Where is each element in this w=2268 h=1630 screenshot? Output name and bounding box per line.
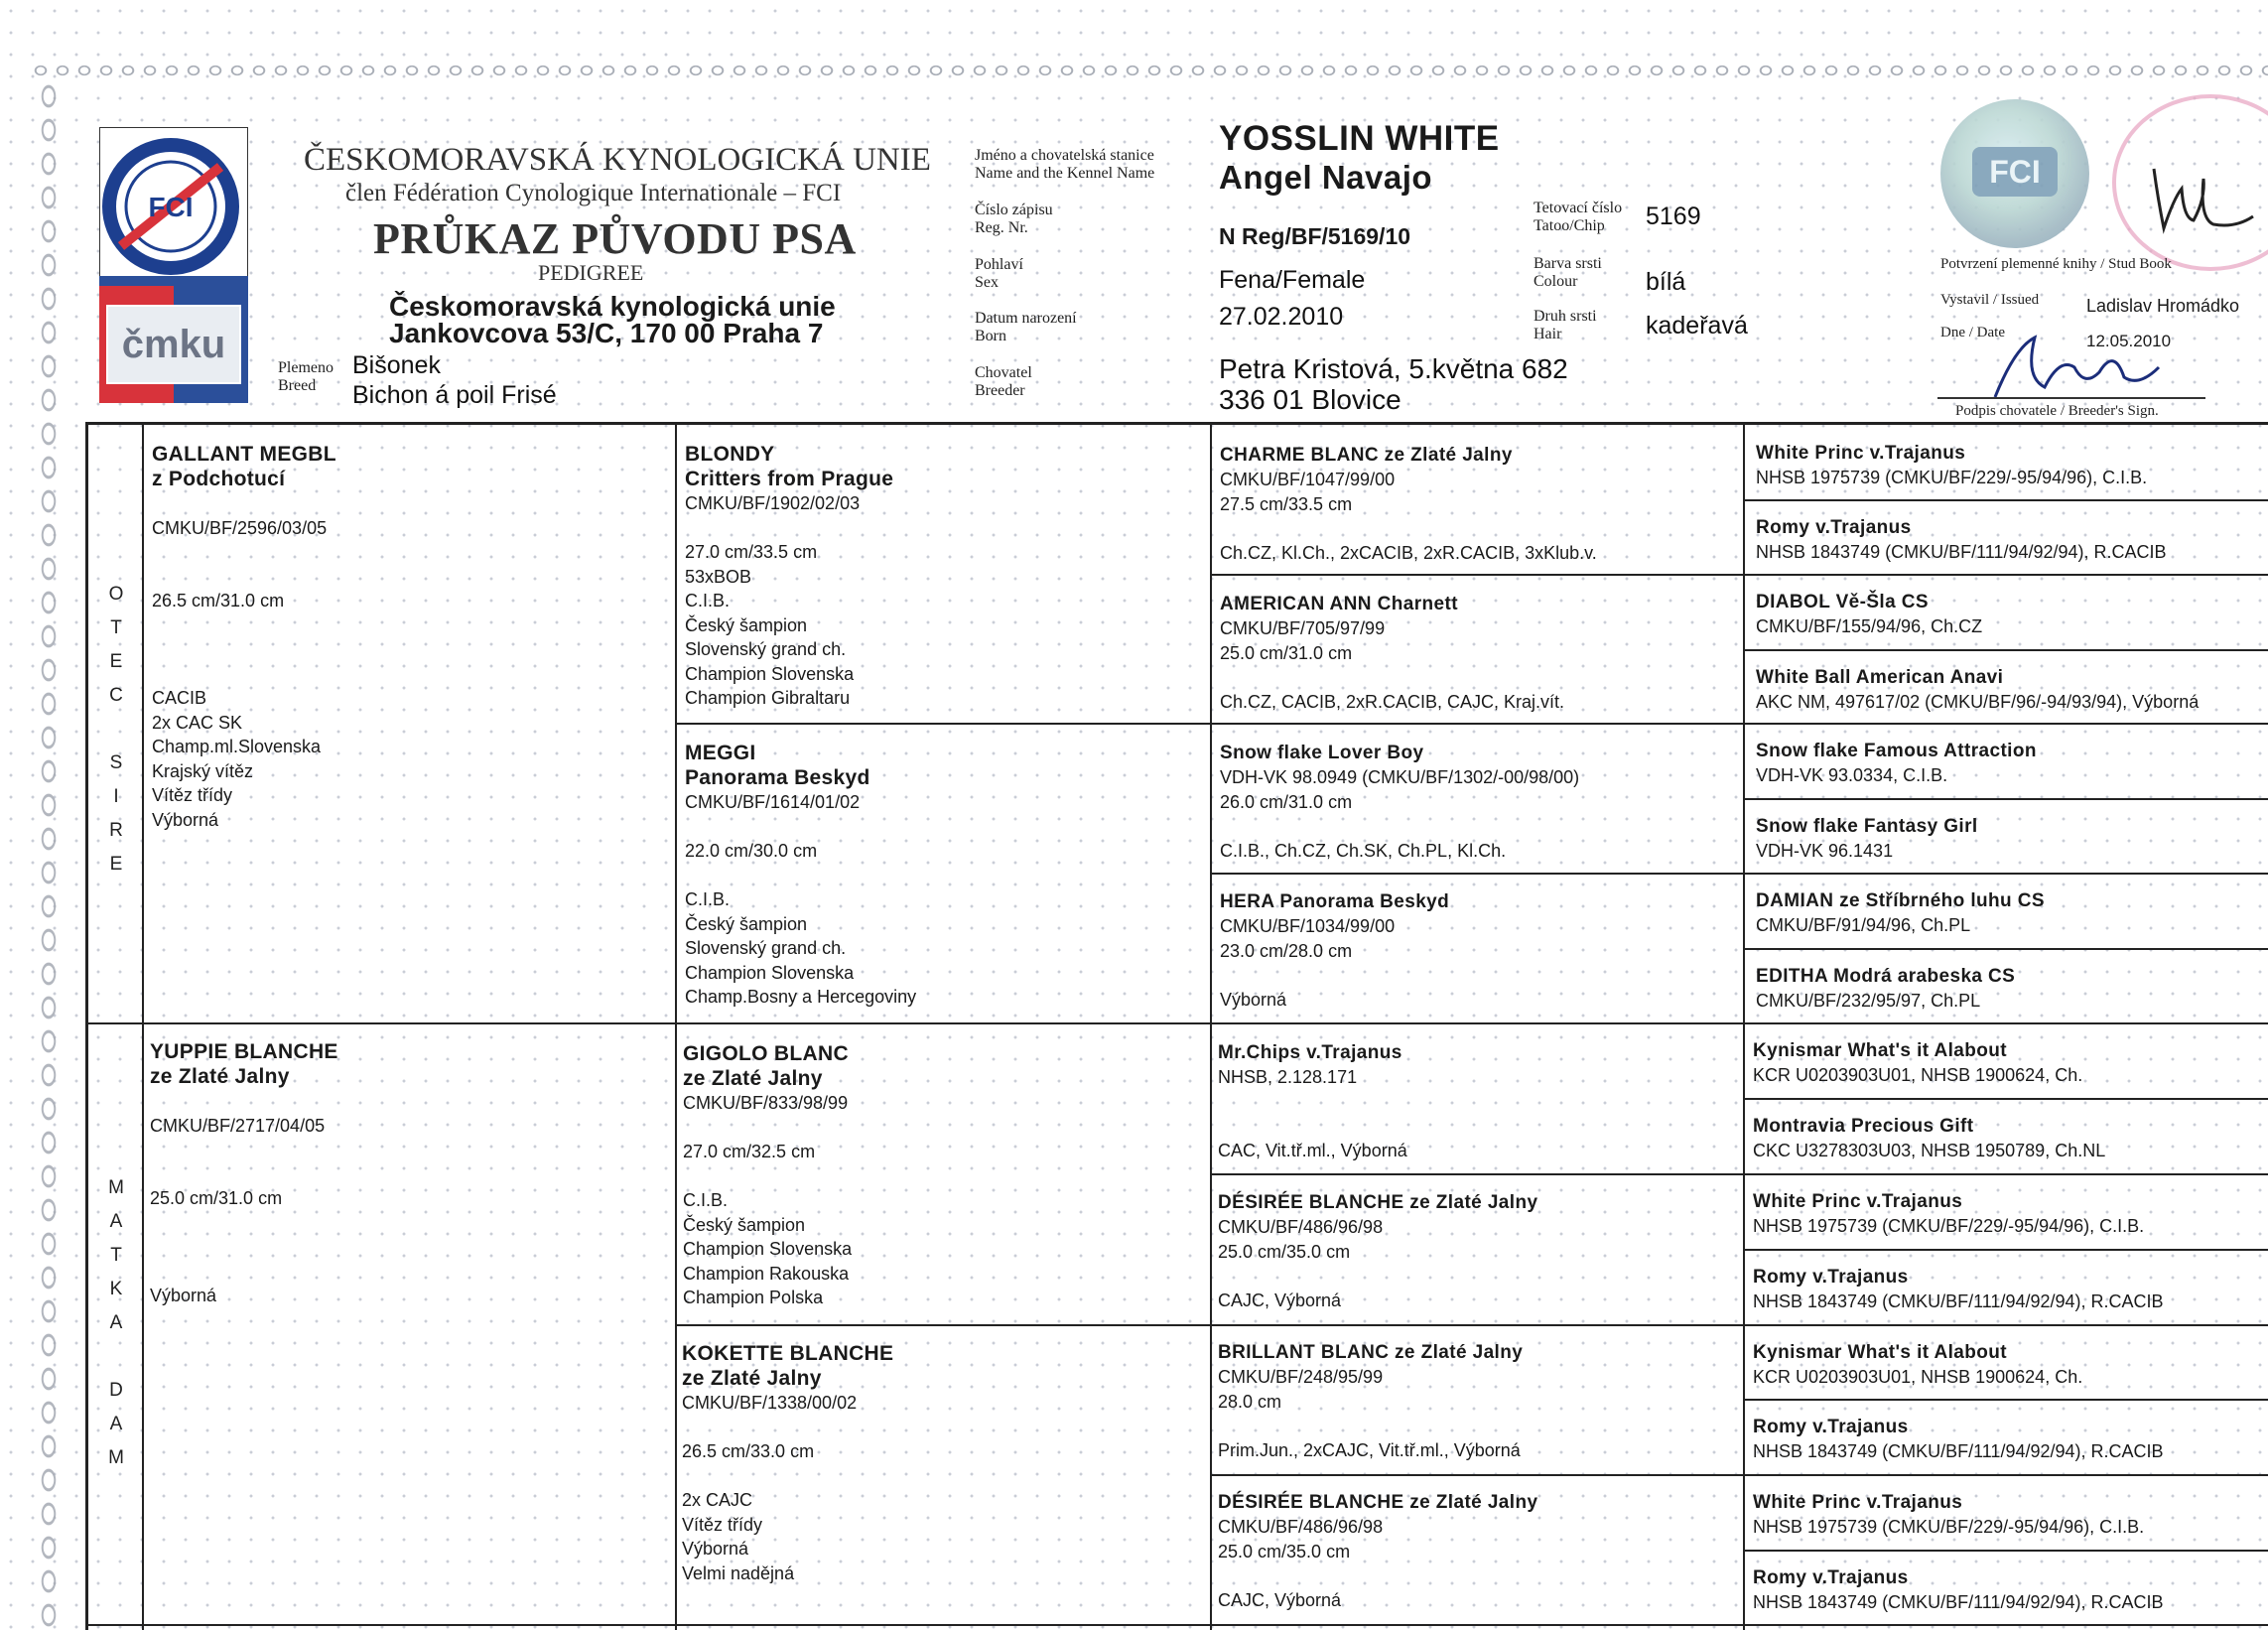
great-great-grandparent-entry bbox=[1756, 515, 2167, 565]
great-great-grandparent-entry bbox=[1756, 665, 2199, 715]
kennel-name: Panorama Beskyd bbox=[685, 766, 870, 789]
issue-date: 12.05.2010 bbox=[2086, 332, 2172, 350]
entry-detail: Slovenský grand ch. bbox=[685, 639, 847, 659]
divider bbox=[1210, 1474, 2268, 1476]
entry-detail: Champion Rakouska bbox=[683, 1263, 850, 1284]
spacer bbox=[152, 565, 336, 590]
dam-side-label bbox=[106, 1171, 126, 1475]
entry-detail: NHSB 1843749 (CMKU/BF/111/94/92/94), R.CACIB bbox=[1753, 1441, 2164, 1461]
great-grandparent-entry bbox=[1218, 1040, 1407, 1162]
signature-stud-book bbox=[2144, 159, 2263, 243]
divider bbox=[142, 425, 144, 1630]
entry-detail: CMKU/BF/1902/02/03 bbox=[685, 493, 861, 513]
entry-detail: NHSB, 2.128.171 bbox=[1218, 1067, 1358, 1087]
divider bbox=[1210, 425, 1212, 1630]
dog-name: Romy v.Trajanus bbox=[1753, 1417, 1909, 1437]
entry-detail: NHSB 1843749 (CMKU/BF/111/94/92/94), R.CACIB bbox=[1753, 1592, 2164, 1612]
entry-detail: CMKU/BF/2596/03/05 bbox=[152, 517, 328, 538]
entry-detail: Český šampion bbox=[685, 614, 808, 635]
divider bbox=[1743, 499, 2268, 501]
sex-label-cz: Pohlaví bbox=[975, 256, 1023, 273]
spacer bbox=[683, 1164, 852, 1189]
birth-date: 27.02.2010 bbox=[1219, 303, 1344, 331]
dog-name: Kynismar What's it Alabout bbox=[1753, 1342, 2007, 1363]
entry-detail: Champion Gibraltaru bbox=[685, 688, 851, 708]
entry-detail: C.I.B. bbox=[685, 591, 731, 611]
divider bbox=[1743, 948, 2268, 950]
entry-detail: 25.0 cm/35.0 cm bbox=[1218, 1541, 1351, 1562]
entry-detail: NHSB 1843749 (CMKU/BF/111/94/92/94), R.CACIB bbox=[1756, 542, 2167, 562]
great-great-grandparent-entry bbox=[1753, 1189, 2144, 1239]
divider bbox=[1743, 798, 2268, 800]
entry-detail: Champion Polska bbox=[683, 1288, 824, 1307]
great-great-grandparent-entry bbox=[1756, 964, 2015, 1014]
spacer bbox=[1220, 814, 1579, 839]
entry-detail: 27.0 cm/32.5 cm bbox=[683, 1142, 816, 1161]
dog-name: EDITHA Modrá arabeska CS bbox=[1756, 966, 2016, 987]
great-grandparent-entry bbox=[1220, 889, 1449, 1012]
side-letter: M bbox=[108, 1447, 124, 1468]
dog-name: KOKETTE BLANCHE bbox=[682, 1342, 894, 1365]
dog-name: White Princ v.Trajanus bbox=[1756, 443, 1966, 464]
entry-detail: KCR U0203903U01, NHSB 1900624, Ch. bbox=[1753, 1065, 2083, 1085]
side-letter: T bbox=[110, 617, 122, 638]
dog-name: GALLANT MEGBL bbox=[152, 443, 336, 466]
breed-cz: Bišonek bbox=[352, 351, 441, 379]
divider bbox=[1743, 1098, 2268, 1100]
entry-detail: VDH-VK 93.0334, C.I.B. bbox=[1756, 765, 1948, 785]
breeder-label-cz: Chovatel bbox=[975, 364, 1032, 381]
kennel-name: z Podchotucí bbox=[152, 468, 286, 490]
stamp-fci-text: FCI bbox=[1972, 147, 2058, 197]
spacer bbox=[1218, 1114, 1407, 1139]
side-letter: O bbox=[108, 584, 124, 605]
entry-detail: 26.0 cm/31.0 cm bbox=[1220, 791, 1353, 812]
signature-line bbox=[1937, 397, 2205, 399]
entry-detail: Prim.Jun., 2xCAJC, Vit.tř.ml., Výborná bbox=[1218, 1439, 1521, 1460]
entry-detail: CMKU/BF/705/97/99 bbox=[1220, 618, 1386, 638]
dog-colour: bílá bbox=[1646, 268, 1686, 296]
divider bbox=[1210, 574, 2268, 576]
side-letter: A bbox=[109, 1312, 123, 1333]
breed-label-cz: Plemeno bbox=[278, 359, 334, 376]
entry-detail: Ch.CZ, CACIB, 2xR.CACIB, CAJC, Kraj.vít. bbox=[1220, 691, 1565, 712]
great-great-grandparent-entry bbox=[1753, 1415, 2164, 1464]
great-great-grandparent-entry bbox=[1753, 1565, 2164, 1615]
side-letter: I bbox=[113, 786, 119, 807]
reg-label-cz: Číslo zápisu bbox=[975, 202, 1053, 218]
spacer bbox=[152, 637, 336, 662]
dog-name: YOSSLIN WHITE bbox=[1219, 119, 1500, 158]
great-great-grandparent-entry bbox=[1753, 1038, 2082, 1088]
dog-sex: Fena/Female bbox=[1219, 266, 1366, 294]
divider bbox=[675, 723, 2268, 725]
divider bbox=[1743, 1550, 2268, 1552]
born-label-en: Born bbox=[975, 328, 1006, 344]
entry-detail: C.I.B. bbox=[683, 1190, 729, 1210]
entry-detail: 53xBOB bbox=[685, 566, 752, 587]
breeder-label-en: Breeder bbox=[975, 382, 1025, 399]
kennel-name: Critters from Prague bbox=[685, 468, 894, 490]
entry-detail: Vítěz třídy bbox=[682, 1514, 763, 1535]
side-letter: C bbox=[109, 685, 123, 706]
breeder-sign-label: Podpis chovatele / Breeder's Sign. bbox=[1955, 403, 2159, 419]
dog-name: Kynismar What's it Alabout bbox=[1753, 1040, 2007, 1061]
issued-by: Ladislav Hromádko bbox=[2086, 296, 2240, 316]
born-label-cz: Datum narození bbox=[975, 310, 1077, 327]
entry-detail: Velmi nadějná bbox=[682, 1562, 795, 1583]
issued-label: Vystavil / Issued bbox=[1940, 292, 2040, 308]
spacer bbox=[1220, 516, 1597, 541]
registration-number: N Reg/BF/5169/10 bbox=[1219, 223, 1411, 249]
entry-detail: CAJC, Výborná bbox=[1218, 1589, 1342, 1610]
divider bbox=[88, 1022, 2268, 1024]
spacer bbox=[1220, 665, 1564, 690]
spacer bbox=[150, 1211, 338, 1236]
decorative-border-top bbox=[30, 62, 2268, 79]
entry-detail: Výborná bbox=[152, 809, 219, 830]
dog-name: White Ball American Anavi bbox=[1756, 667, 2004, 688]
dog-name: DÉSIRÉE BLANCHE ze Zlaté Jalny bbox=[1218, 1192, 1538, 1213]
great-grandparent-entry bbox=[1220, 741, 1579, 863]
great-grandparent-entry bbox=[1218, 1490, 1537, 1612]
sire-side-label bbox=[106, 578, 126, 882]
spacer bbox=[682, 1464, 893, 1489]
stud-book-label: Potvrzení plemenné knihy / Stud Book bbox=[1940, 256, 2172, 272]
entry-detail: 25.0 cm/31.0 cm bbox=[1220, 642, 1353, 663]
entry-detail: 25.0 cm/31.0 cm bbox=[150, 1188, 283, 1208]
entry-detail: CMKU/BF/486/96/98 bbox=[1218, 1217, 1384, 1237]
spacer bbox=[685, 516, 893, 541]
dog-name: CHARME BLANC ze Zlaté Jalny bbox=[1220, 445, 1513, 466]
entry-detail: Champ.Bosny a Hercegoviny bbox=[685, 987, 917, 1007]
divider bbox=[1210, 1173, 2268, 1175]
entry-detail: Champion Slovenska bbox=[685, 962, 855, 983]
entry-detail: CMKU/BF/1047/99/00 bbox=[1220, 470, 1396, 489]
divider bbox=[1743, 425, 1745, 1630]
spacer bbox=[1218, 1090, 1407, 1115]
breeder-address-line1: Petra Kristová, 5.května 682 bbox=[1219, 353, 1568, 384]
dog-name: GIGOLO BLANC bbox=[683, 1042, 849, 1065]
maternal-grandsire-entry bbox=[683, 1041, 852, 1310]
entry-detail: 26.5 cm/33.0 cm bbox=[682, 1441, 815, 1461]
side-letter: A bbox=[109, 1211, 123, 1232]
divider bbox=[675, 1324, 2268, 1326]
document-subtitle: PEDIGREE bbox=[538, 260, 644, 285]
entry-detail: 2x CAC SK bbox=[152, 712, 243, 733]
breed-en: Bichon á poil Frisé bbox=[352, 381, 557, 409]
dog-name: BRILLANT BLANC ze Zlaté Jalny bbox=[1218, 1342, 1524, 1363]
entry-detail: Ch.CZ, Kl.Ch., 2xCACIB, 2xR.CACIB, 3xKlub.v. bbox=[1220, 542, 1597, 563]
side-letter bbox=[106, 713, 126, 747]
tattoo-number: 5169 bbox=[1646, 203, 1701, 230]
dog-name: AMERICAN ANN Charnett bbox=[1220, 594, 1458, 614]
dog-name: MEGGI bbox=[685, 742, 756, 764]
great-great-grandparent-entry bbox=[1753, 1490, 2144, 1540]
colour-label-cz: Barva srsti bbox=[1534, 255, 1602, 272]
entry-detail: Champion Slovenska bbox=[685, 663, 855, 684]
reg-label-en: Reg. Nr. bbox=[975, 219, 1028, 236]
entry-detail: CMKU/BF/833/98/99 bbox=[683, 1093, 849, 1113]
divider bbox=[1210, 873, 2268, 875]
entry-detail: NHSB 1975739 (CMKU/BF/229/-95/94/96), C.I.B. bbox=[1756, 468, 2148, 487]
great-great-grandparent-entry bbox=[1756, 739, 2037, 788]
entry-detail: NHSB 1975739 (CMKU/BF/229/-95/94/96), C.I.B. bbox=[1753, 1517, 2145, 1537]
divider bbox=[675, 425, 677, 1630]
side-letter: E bbox=[109, 854, 123, 875]
dog-name: DÉSIRÉE BLANCHE ze Zlaté Jalny bbox=[1218, 1492, 1538, 1513]
org-name: ČESKOMORAVSKÁ KYNOLOGICKÁ UNIE bbox=[304, 142, 931, 178]
stud-book-stamp bbox=[1940, 99, 2089, 248]
spacer bbox=[150, 1235, 338, 1260]
spacer bbox=[150, 1089, 338, 1114]
logo-cmku-text: čmku bbox=[121, 323, 226, 366]
entry-detail: 27.0 cm/33.5 cm bbox=[685, 542, 818, 562]
issuer-name: Českomoravská kynologická unie bbox=[389, 291, 836, 322]
kennel-name: ze Zlaté Jalny bbox=[682, 1367, 822, 1390]
fci-cmku-logo bbox=[99, 127, 248, 403]
entry-detail: Champ.ml.Slovenska bbox=[152, 737, 322, 756]
entry-detail: CMKU/BF/91/94/96, Ch.PL bbox=[1756, 915, 1971, 935]
entry-detail: C.I.B. bbox=[685, 889, 731, 909]
entry-detail: 27.5 cm/33.5 cm bbox=[1220, 493, 1353, 514]
entry-detail: Krajský vítěz bbox=[152, 760, 254, 781]
hair-label-cz: Druh srsti bbox=[1534, 308, 1597, 325]
great-great-grandparent-entry bbox=[1756, 441, 2147, 490]
sire-entry bbox=[152, 442, 336, 832]
dog-name: White Princ v.Trajanus bbox=[1753, 1492, 1963, 1513]
side-letter: T bbox=[110, 1245, 122, 1266]
entry-detail: CMKU/BF/486/96/98 bbox=[1218, 1517, 1384, 1537]
decorative-border-left bbox=[36, 79, 62, 1630]
spacer bbox=[152, 540, 336, 565]
entry-detail: NHSB 1843749 (CMKU/BF/111/94/92/94), R.CACIB bbox=[1753, 1291, 2164, 1311]
issuer-address: Jankovcova 53/C, 170 00 Praha 7 bbox=[389, 318, 824, 348]
great-great-grandparent-entry bbox=[1753, 1114, 2105, 1163]
spacer bbox=[150, 1138, 338, 1162]
entry-detail: CMKU/BF/155/94/96, Ch.CZ bbox=[1756, 616, 1983, 636]
great-great-grandparent-entry bbox=[1756, 888, 2045, 938]
entry-detail: CMKU/BF/2717/04/05 bbox=[150, 1115, 326, 1136]
entry-detail: 22.0 cm/30.0 cm bbox=[685, 841, 818, 861]
great-grandparent-entry bbox=[1220, 592, 1564, 714]
spacer bbox=[150, 1260, 338, 1285]
tattoo-label-en: Tatoo/Chip bbox=[1534, 217, 1605, 234]
dog-name: White Princ v.Trajanus bbox=[1753, 1191, 1963, 1212]
entry-detail: Výborná bbox=[682, 1539, 749, 1559]
dog-name: Romy v.Trajanus bbox=[1756, 517, 1912, 538]
great-grandparent-entry bbox=[1218, 1190, 1537, 1312]
dog-name: Snow flake Lover Boy bbox=[1220, 743, 1424, 763]
divider bbox=[1743, 1249, 2268, 1251]
dog-hair: kadeřavá bbox=[1646, 312, 1748, 340]
side-letter: M bbox=[108, 1177, 124, 1198]
tattoo-label-cz: Tetovací číslo bbox=[1534, 200, 1623, 216]
signature-breeder bbox=[1975, 328, 2184, 412]
dog-name: Romy v.Trajanus bbox=[1753, 1567, 1909, 1588]
entry-detail: Vítěz třídy bbox=[152, 785, 233, 805]
hair-label-en: Hair bbox=[1534, 326, 1562, 342]
dog-name: Snow flake Fantasy Girl bbox=[1756, 816, 1978, 837]
entry-detail: Champion Slovenska bbox=[683, 1239, 853, 1259]
entry-detail: Výborná bbox=[150, 1286, 217, 1305]
divider bbox=[88, 1624, 2268, 1626]
spacer bbox=[685, 864, 916, 888]
dog-name: DIABOL Vě-Šla CS bbox=[1756, 592, 1929, 612]
entry-detail: AKC NM, 497617/02 (CMKU/BF/96/-94/93/94), Výborná bbox=[1756, 692, 2200, 712]
entry-detail: CACIB bbox=[152, 688, 207, 708]
paternal-granddam-entry bbox=[685, 741, 916, 1010]
entry-detail: KCR U0203903U01, NHSB 1900624, Ch. bbox=[1753, 1367, 2083, 1387]
date-label: Dne / Date bbox=[1940, 325, 2005, 340]
entry-detail: CAJC, Výborná bbox=[1218, 1290, 1342, 1310]
entry-detail: 23.0 cm/28.0 cm bbox=[1220, 940, 1353, 961]
spacer bbox=[152, 491, 336, 516]
spacer bbox=[1218, 1414, 1523, 1438]
dog-name: Romy v.Trajanus bbox=[1753, 1267, 1909, 1288]
entry-detail: CMKU/BF/232/95/97, Ch.PL bbox=[1756, 991, 1981, 1011]
side-letter: S bbox=[109, 752, 123, 773]
dog-name: Montravia Precious Gift bbox=[1753, 1116, 1974, 1137]
spacer bbox=[1218, 1563, 1537, 1588]
entry-detail: CAC, Vit.tř.ml., Výborná bbox=[1218, 1140, 1407, 1160]
kennel-name: ze Zlaté Jalny bbox=[150, 1065, 290, 1088]
spacer bbox=[152, 613, 336, 638]
kennel-name: ze Zlaté Jalny bbox=[683, 1067, 823, 1090]
name-label-cz: Jméno a chovatelská stanice bbox=[975, 147, 1154, 164]
dog-name: Snow flake Famous Attraction bbox=[1756, 741, 2037, 761]
great-grandparent-entry bbox=[1220, 443, 1597, 565]
side-letter: D bbox=[109, 1380, 123, 1401]
entry-detail: C.I.B., Ch.CZ, Ch.SK, Ch.PL, Kl.Ch. bbox=[1220, 840, 1507, 861]
entry-detail: CMKU/BF/248/95/99 bbox=[1218, 1367, 1384, 1387]
entry-detail: 25.0 cm/35.0 cm bbox=[1218, 1241, 1351, 1262]
dog-kennel-name: Angel Navajo bbox=[1219, 159, 1433, 196]
spacer bbox=[682, 1416, 893, 1440]
great-grandparent-entry bbox=[1218, 1340, 1523, 1462]
sex-label-en: Sex bbox=[975, 274, 999, 291]
entry-detail: CMKU/BF/1338/00/02 bbox=[682, 1393, 858, 1413]
org-membership: člen Fédération Cynologique Internationale – FCI bbox=[345, 180, 842, 206]
great-great-grandparent-entry bbox=[1753, 1265, 2164, 1314]
dog-name: BLONDY bbox=[685, 443, 775, 466]
dog-name: HERA Panorama Beskyd bbox=[1220, 891, 1450, 912]
breed-label-en: Breed bbox=[278, 377, 317, 394]
entry-detail: Český šampion bbox=[683, 1214, 806, 1235]
name-label-en: Name and the Kennel Name bbox=[975, 165, 1155, 182]
entry-detail: CKC U3278303U03, NHSB 1950789, Ch.NL bbox=[1753, 1141, 2106, 1160]
spacer bbox=[152, 662, 336, 687]
divider bbox=[1743, 649, 2268, 651]
dog-name: YUPPIE BLANCHE bbox=[150, 1040, 338, 1063]
spacer bbox=[150, 1162, 338, 1187]
entry-detail: 2x CAJC bbox=[682, 1490, 753, 1510]
great-great-grandparent-entry bbox=[1753, 1340, 2082, 1390]
great-great-grandparent-entry bbox=[1756, 814, 1978, 864]
dog-name: Mr.Chips v.Trajanus bbox=[1218, 1042, 1402, 1063]
entry-detail: VDH-VK 98.0949 (CMKU/BF/1302/-00/98/00) bbox=[1220, 767, 1580, 787]
great-great-grandparent-entry bbox=[1756, 590, 1982, 639]
side-letter: E bbox=[109, 651, 123, 672]
dam-entry bbox=[150, 1039, 338, 1308]
document-title: PRŮKAZ PŮVODU PSA bbox=[373, 214, 857, 263]
entry-detail: VDH-VK 96.1431 bbox=[1756, 841, 1894, 861]
entry-detail: 28.0 cm bbox=[1218, 1391, 1282, 1412]
spacer bbox=[685, 815, 916, 840]
paternal-grandsire-entry bbox=[685, 442, 893, 711]
spacer bbox=[1220, 963, 1449, 988]
side-letter: A bbox=[109, 1414, 123, 1434]
entry-detail: Český šampion bbox=[685, 913, 808, 934]
side-letter: R bbox=[109, 820, 123, 841]
pedigree-table bbox=[85, 422, 2268, 1630]
entry-detail: NHSB 1975739 (CMKU/BF/229/-95/94/96), C.I.B. bbox=[1753, 1216, 2145, 1236]
maternal-granddam-entry bbox=[682, 1341, 893, 1585]
spacer bbox=[683, 1116, 852, 1141]
entry-detail: CMKU/BF/1034/99/00 bbox=[1220, 916, 1396, 936]
side-letter bbox=[106, 1340, 126, 1374]
logo-fci-text: FCI bbox=[148, 192, 194, 222]
divider bbox=[1743, 1399, 2268, 1401]
entry-detail: 26.5 cm/31.0 cm bbox=[152, 591, 285, 611]
dog-name: DAMIAN ze Stříbrného luhu CS bbox=[1756, 890, 2045, 911]
entry-detail: Výborná bbox=[1220, 989, 1287, 1010]
breeder-address-line2: 336 01 Blovice bbox=[1219, 384, 1401, 415]
colour-label-en: Colour bbox=[1534, 273, 1578, 290]
entry-detail: CMKU/BF/1614/01/02 bbox=[685, 792, 861, 812]
spacer bbox=[1218, 1264, 1537, 1289]
side-letter: K bbox=[109, 1279, 123, 1299]
entry-detail: Slovenský grand ch. bbox=[685, 938, 847, 958]
